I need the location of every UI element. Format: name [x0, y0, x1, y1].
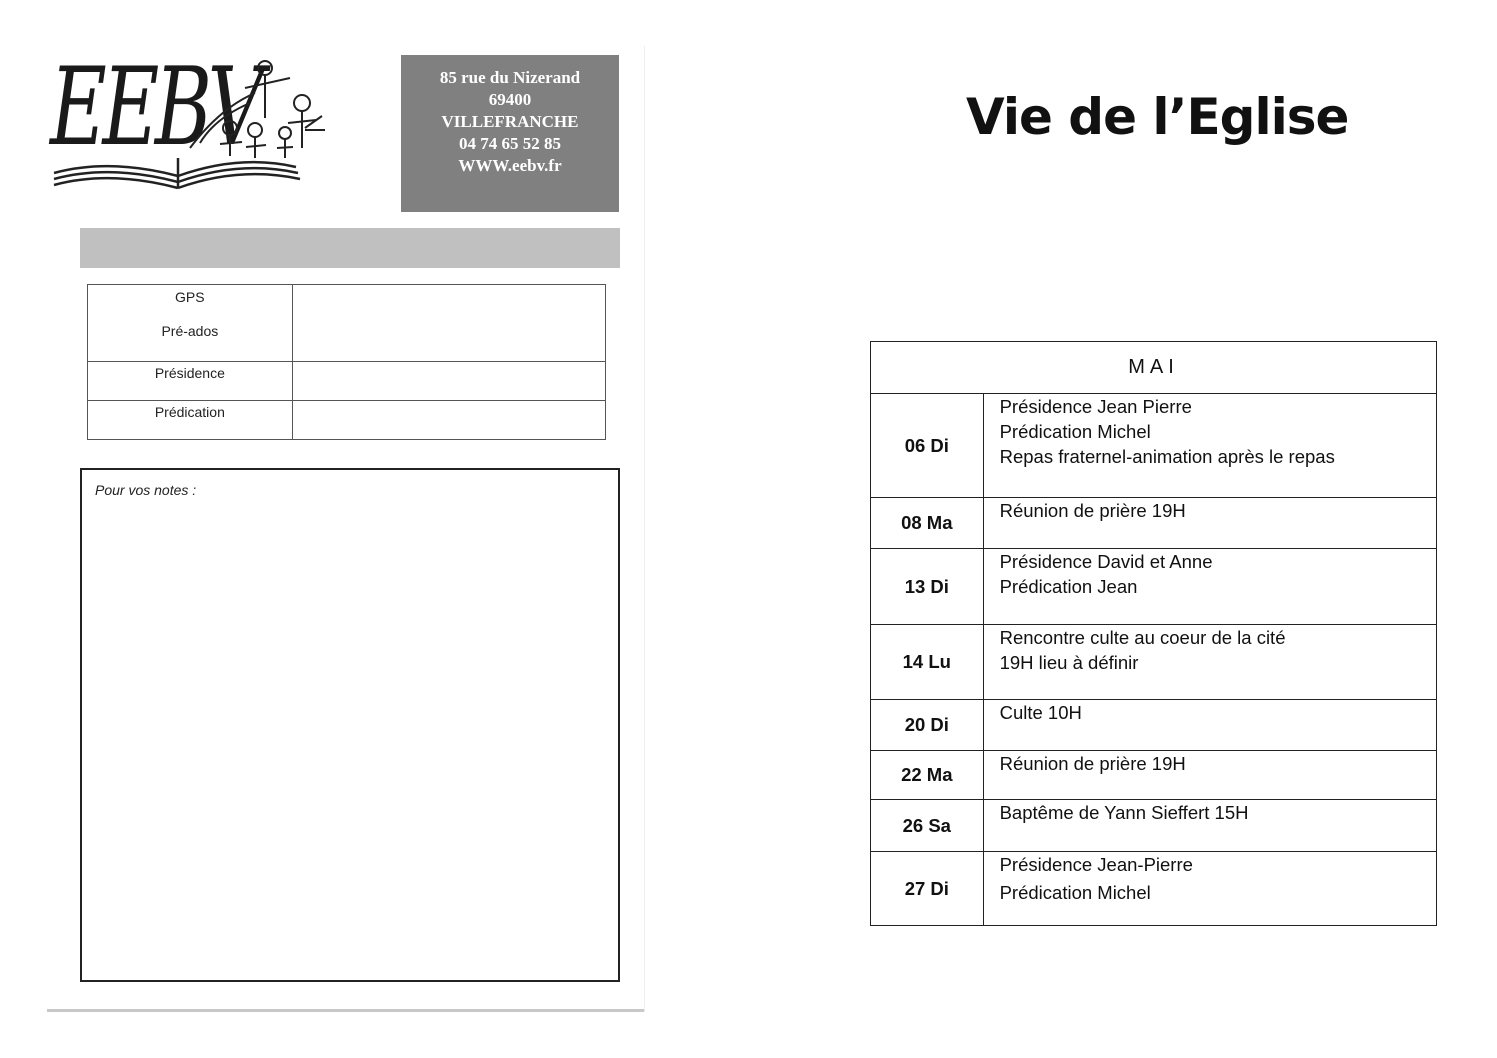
agenda-month: MAI [871, 342, 1437, 394]
agenda-event-line: Réunion de prière 19H [999, 500, 1186, 521]
agenda-date: 08 Ma [871, 498, 984, 549]
role-value-cell [292, 285, 605, 362]
roles-row [88, 401, 606, 440]
agenda-events [983, 852, 1436, 926]
agenda-date: 14 Lu [871, 625, 984, 700]
address-website: WWW.eebv.fr [458, 156, 562, 175]
agenda-row [871, 852, 1437, 926]
agenda-date: 20 Di [871, 700, 984, 751]
agenda-event-line: Repas fraternel-animation après le repas [999, 446, 1335, 467]
agenda-events [983, 700, 1436, 751]
role-label: GPS [175, 289, 205, 305]
agenda-event-line: Culte 10H [999, 702, 1082, 723]
roles-label-cell [88, 285, 293, 362]
agenda-event-line: Présidence David et Anne [999, 551, 1213, 572]
agenda-row [871, 625, 1437, 700]
notes-box [80, 468, 620, 982]
section-bar [80, 228, 620, 268]
agenda-events [983, 498, 1436, 549]
roles-row [88, 285, 606, 362]
agenda-row [871, 498, 1437, 549]
agenda-row [871, 751, 1437, 800]
role-label: Pré-ados [161, 323, 219, 339]
role-label: Présidence [154, 365, 225, 381]
agenda-events [983, 751, 1436, 800]
address-postcode: 69400 [488, 90, 532, 109]
agenda-month-row [871, 342, 1437, 394]
address-phone: 04 74 65 52 85 [459, 134, 561, 153]
role-value-cell [292, 401, 605, 440]
agenda-event-line: Baptême de Yann Sieffert 15H [999, 802, 1249, 823]
agenda-events [983, 625, 1436, 700]
notes-label: Pour vos notes : [95, 482, 197, 498]
agenda-event-line: Prédication Michel [999, 421, 1151, 442]
agenda-date: 22 Ma [871, 751, 984, 800]
agenda-event-line: Rencontre culte au coeur de la cité [999, 627, 1286, 648]
agenda-table [870, 341, 1437, 926]
address-street: 85 rue du Nizerand [439, 68, 581, 87]
address-box [401, 55, 619, 212]
agenda-row [871, 800, 1437, 852]
role-label: Prédication [154, 404, 225, 420]
agenda-event-line: Présidence Jean-Pierre [999, 854, 1193, 875]
agenda-date: 27 Di [871, 852, 984, 926]
agenda-date: 26 Sa [871, 800, 984, 852]
agenda-row [871, 700, 1437, 751]
roles-row [88, 362, 606, 401]
agenda-event-line: Prédication Jean [999, 576, 1138, 597]
open-book-icon [50, 45, 340, 198]
roles-table [87, 284, 606, 440]
roles-label-cell [88, 362, 293, 401]
address-city: VILLEFRANCHE [441, 112, 579, 131]
agenda-row [871, 394, 1437, 498]
agenda-date: 06 Di [871, 394, 984, 498]
agenda-row [871, 549, 1437, 625]
agenda-events [983, 800, 1436, 852]
agenda-date: 13 Di [871, 549, 984, 625]
church-logo [50, 45, 340, 198]
logo-text: EEBV [50, 45, 260, 170]
page-edge [47, 1009, 644, 1012]
role-value-cell [292, 362, 605, 401]
agenda-event-line: Prédication Michel [999, 882, 1151, 903]
roles-label-cell [88, 401, 293, 440]
agenda-event-line: Réunion de prière 19H [999, 753, 1186, 774]
agenda-event-line: 19H lieu à définir [999, 652, 1139, 673]
agenda-events [983, 549, 1436, 625]
agenda-event-line: Présidence Jean Pierre [999, 396, 1192, 417]
agenda-events [983, 394, 1436, 498]
page-title: Vie de l’Eglise [966, 88, 1349, 146]
